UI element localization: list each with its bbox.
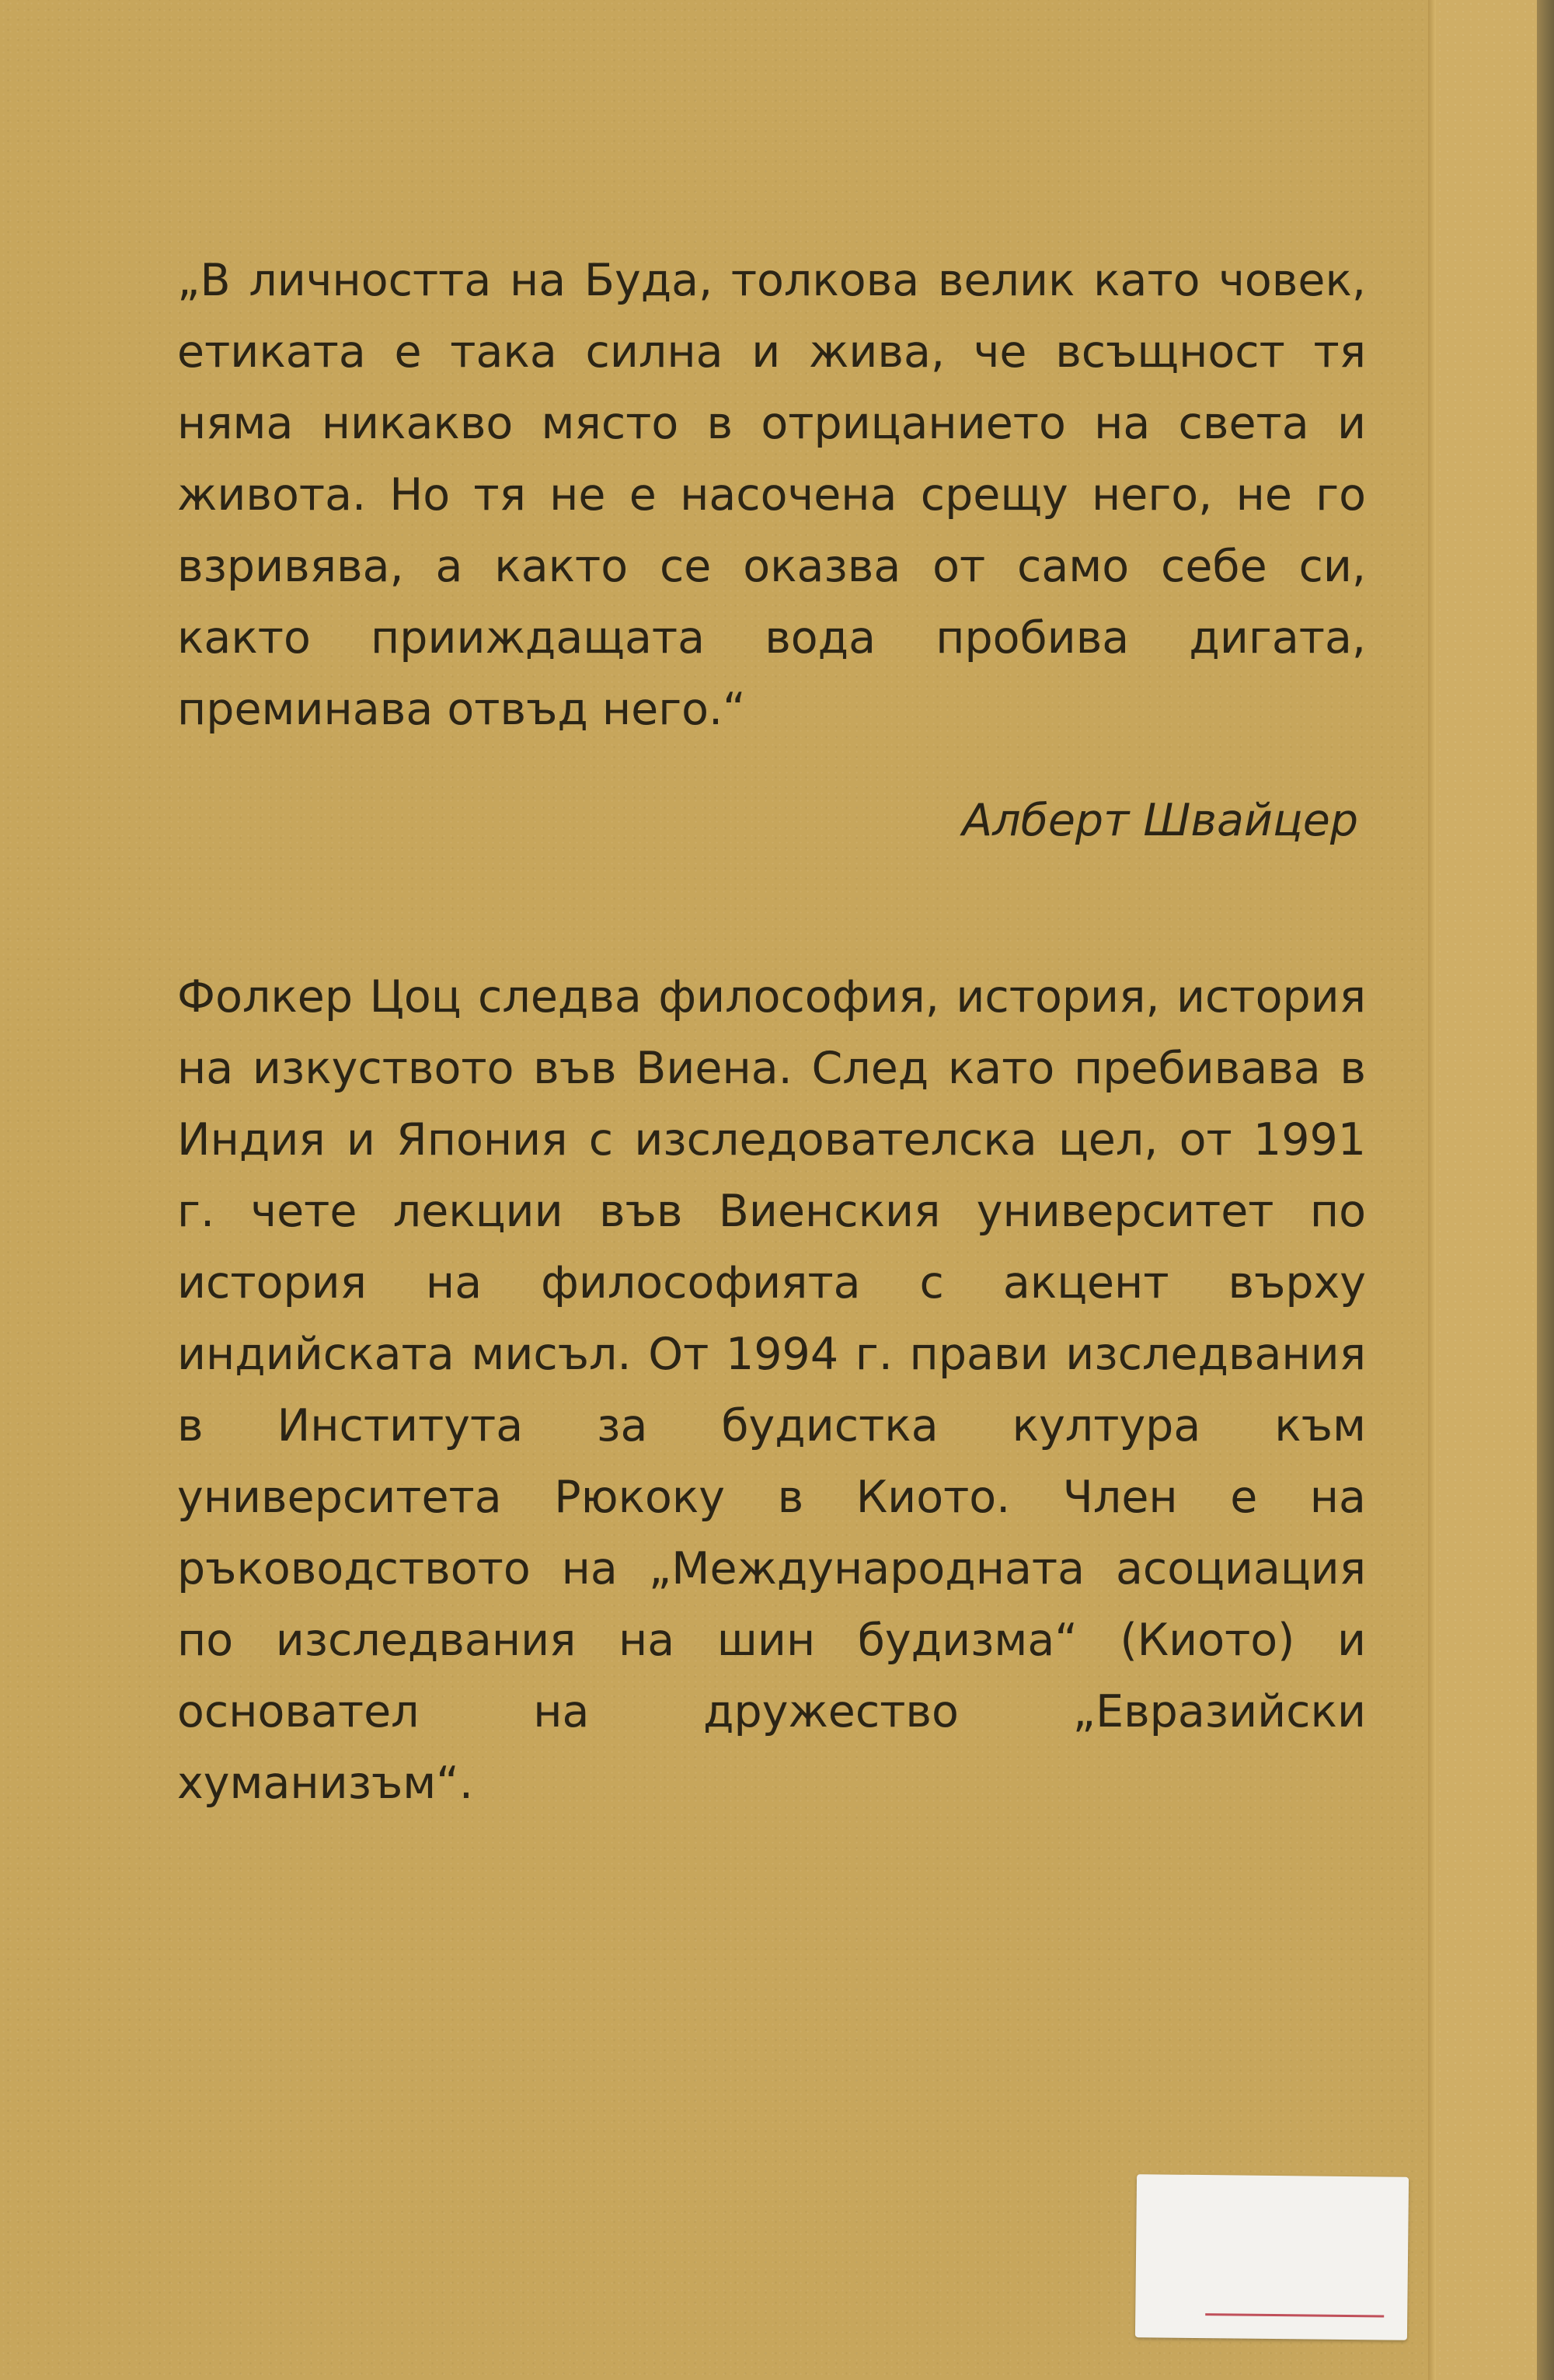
book-flap	[1436, 0, 1537, 2380]
cover-edge	[1428, 0, 1436, 2380]
quote-author: Алберт Швайцер	[962, 795, 1358, 846]
sticker-line	[1205, 2313, 1384, 2317]
author-bio-text: Фолкер Цоц следва философия, история, история на изкуството във Виена. След като пребивава в Индия и Япония с изследователска цел, от 1991 г. чете лекции във Виенския университет по история на философията с акцент върху индийската мисъл. От 1994 г. прави изследвания в Института за будистка култура към университета Рюкоку в Киото. Член е на ръководството на „Международната асоциация по изследвания на шин будизма“ (Киото) и основател на дружество „Евразийски хуманизъм“.	[177, 971, 1366, 1809]
quote-text: „В личността на Буда, толкова велик като човек, етиката е така силна и жива, че всъщност тя няма никакво място в отрицанието на света и живота. Но тя не е насочена срещу него, не го взривява, а както се оказва от само себе си, както прииждащата вода пробива дигата, преминава отвъд него.“	[177, 255, 1366, 735]
flap-edge	[1537, 0, 1554, 2380]
price-sticker	[1135, 2174, 1409, 2340]
